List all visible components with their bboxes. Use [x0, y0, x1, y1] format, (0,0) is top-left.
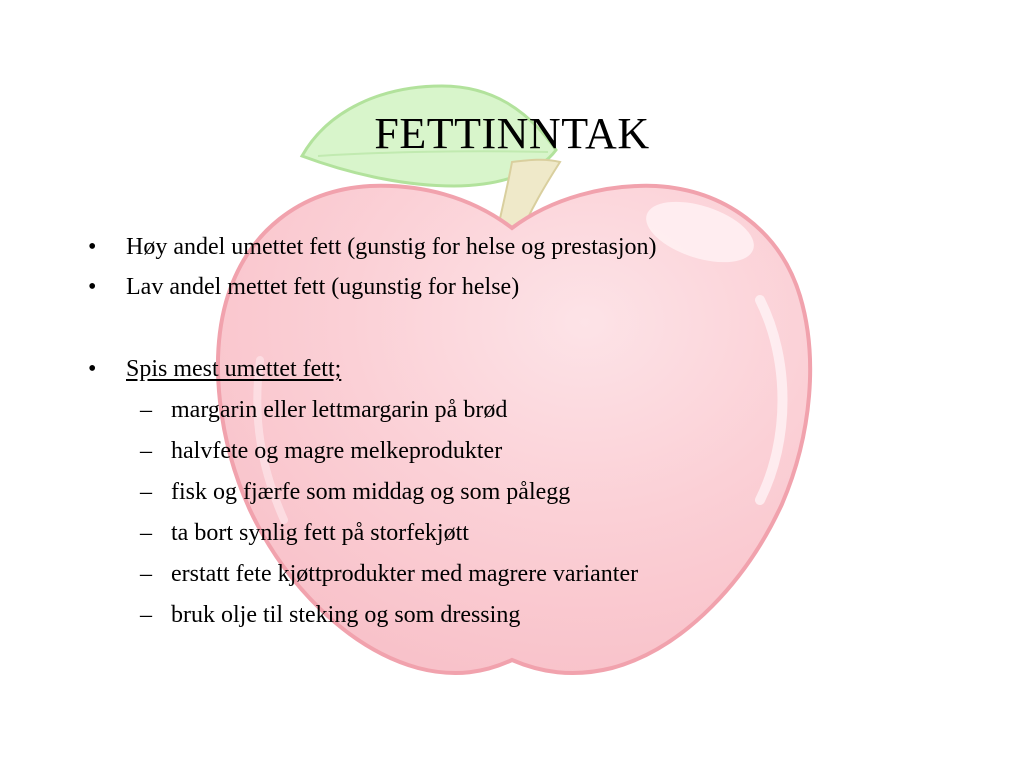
bullet-text: Høy andel umettet fett (gunstig for helse og prestasjon) — [126, 234, 657, 260]
dash-marker: – — [140, 561, 152, 587]
bullet-marker: • — [88, 274, 97, 300]
dash-marker: – — [140, 438, 152, 464]
dash-marker: – — [140, 479, 152, 505]
dash-marker: – — [140, 602, 152, 628]
sub-item-text: erstatt fete kjøttprodukter med magrere varianter — [171, 561, 639, 587]
sub-item-text: fisk og fjærfe som middag og som pålegg — [171, 479, 571, 505]
bullet-text-heading: Spis mest umettet fett; — [126, 356, 342, 382]
bullet-text: Lav andel mettet fett (ugunstig for helse) — [126, 274, 520, 300]
page-title: FETTINNTAK — [374, 109, 650, 158]
sub-item-text: ta bort synlig fett på storfekjøtt — [171, 520, 469, 546]
bullet-marker: • — [88, 356, 97, 382]
dash-marker: – — [140, 520, 152, 546]
sub-item-text: halvfete og magre melkeprodukter — [171, 438, 503, 464]
bullet-marker: • — [88, 234, 97, 260]
sub-item-text: margarin eller lettmargarin på brød — [171, 397, 508, 423]
dash-marker: – — [140, 397, 152, 423]
sub-item-text: bruk olje til steking og som dressing — [171, 602, 521, 628]
